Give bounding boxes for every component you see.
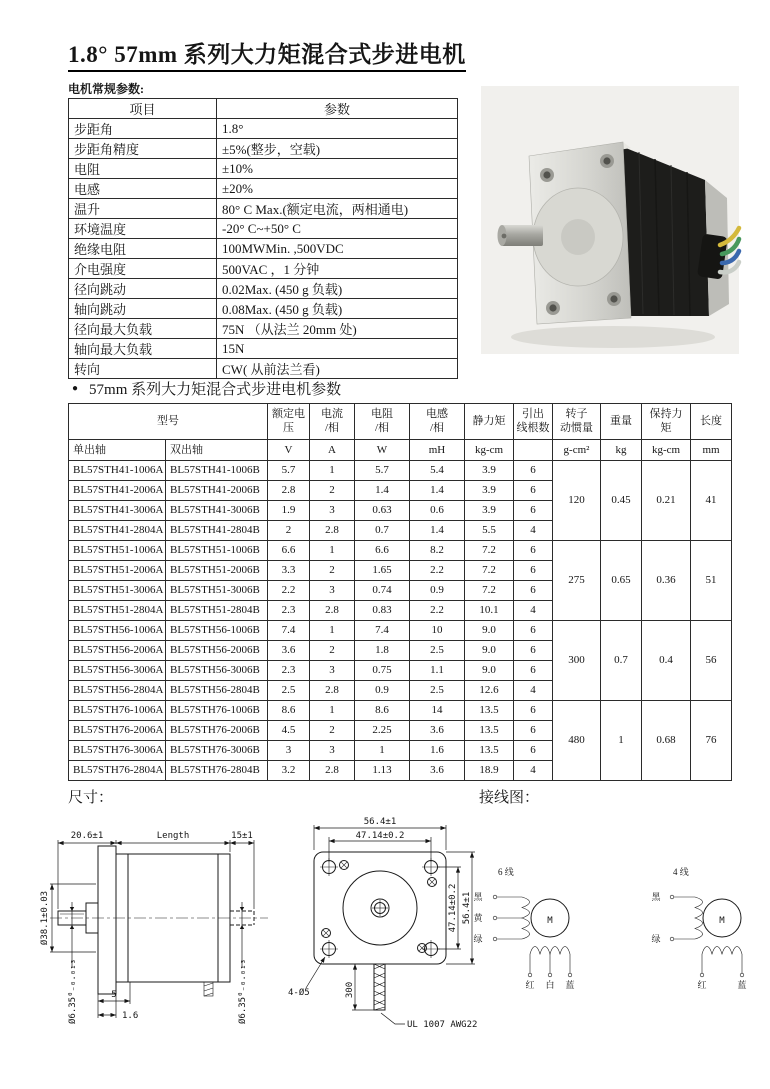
spec-value-cell: 1.4 xyxy=(410,480,465,500)
spec-column-header: 保持力 矩 xyxy=(642,404,691,440)
model-double-shaft-cell: BL57STH51-2006B xyxy=(166,560,268,580)
six-wire-label-3: 绿 xyxy=(473,934,483,944)
spec-unit-cell: mH xyxy=(410,439,465,460)
six-wire-label-1: 黑 xyxy=(473,892,483,902)
rotor-inertia-cell: 480 xyxy=(553,700,601,780)
param-value-cell: ±5%(整步，空载) xyxy=(217,139,458,159)
spec-value-cell: 6 xyxy=(514,740,553,760)
spec-value-cell: 3.9 xyxy=(465,480,514,500)
spec-value-cell: 2 xyxy=(268,520,310,540)
spec-value-cell: 2 xyxy=(310,720,355,740)
spec-value-cell: 2.3 xyxy=(268,660,310,680)
four-wire-label-2: 绿 xyxy=(651,934,661,944)
side-view-drawing xyxy=(38,816,286,1028)
spec-column-header: 电感 /相 xyxy=(410,404,465,440)
general-header-row xyxy=(69,99,458,119)
spec-value-cell: 6 xyxy=(514,500,553,520)
wire-spec-label: UL 1007 AWG22 xyxy=(407,1020,478,1030)
model-single-shaft-cell: BL57STH76-1006A xyxy=(69,700,166,720)
spec-value-cell: 12.6 xyxy=(465,680,514,700)
dim-label-rear-shaft-length: 15±1 xyxy=(231,831,253,841)
six-wire-diagram xyxy=(473,866,574,990)
spec-value-cell: 13.5 xyxy=(465,720,514,740)
model-single-shaft-cell: BL57STH56-3006A xyxy=(69,660,166,680)
dim-label-hole-spacing-vertical: 47.14±0.2 xyxy=(448,883,458,933)
spec-value-cell: 6 xyxy=(514,720,553,740)
spec-unit-cell: kg-cm xyxy=(642,439,691,460)
spec-value-cell: 10.1 xyxy=(465,600,514,620)
spec-value-cell: 1.8 xyxy=(355,640,410,660)
spec-column-header: 静力矩 xyxy=(465,404,514,440)
model-double-shaft-cell: BL57STH41-2006B xyxy=(166,480,268,500)
general-param-row xyxy=(69,239,458,259)
model-double-shaft-cell: BL57STH56-2006B xyxy=(166,640,268,660)
phase-a-coil xyxy=(522,897,530,939)
general-param-row xyxy=(69,159,458,179)
weight-cell: 0.65 xyxy=(601,540,642,620)
screw-heads xyxy=(322,861,437,953)
spec-value-cell: 2.2 xyxy=(410,600,465,620)
param-value-cell: 0.02Max. (450 g 负载) xyxy=(217,279,458,299)
model-single-shaft-cell: BL57STH51-1006A xyxy=(69,540,166,560)
model-double-shaft-cell: BL57STH56-3006B xyxy=(166,660,268,680)
param-value-cell: 0.08Max. (450 g 负载) xyxy=(217,299,458,319)
spec-value-cell: 10 xyxy=(410,620,465,640)
general-column-header: 参数 xyxy=(217,99,458,119)
spec-unit-cell: kg xyxy=(601,439,642,460)
spec-value-cell: 0.83 xyxy=(355,600,410,620)
four-wire-label-1: 黑 xyxy=(651,892,661,902)
model-single-shaft-cell: BL57STH51-3006A xyxy=(69,580,166,600)
spec-value-cell: 3 xyxy=(268,740,310,760)
spec-value-cell: 7.2 xyxy=(465,540,514,560)
general-params-heading: 电机常规参数: xyxy=(68,82,144,96)
spec-subheader: 双出轴 xyxy=(166,439,268,460)
spec-value-cell: 0.7 xyxy=(355,520,410,540)
general-param-row xyxy=(69,339,458,359)
holding-torque-cell: 0.4 xyxy=(642,620,691,700)
spec-value-cell: 2.8 xyxy=(268,480,310,500)
param-name-cell: 环境温度 xyxy=(69,219,217,239)
spec-value-cell: 2.25 xyxy=(355,720,410,740)
param-name-cell: 转向 xyxy=(69,359,217,379)
spec-value-cell: 4 xyxy=(514,520,553,540)
spec-value-cell: 6 xyxy=(514,620,553,640)
spec-value-cell: 2.3 xyxy=(268,600,310,620)
spec-value-cell: 2.5 xyxy=(410,680,465,700)
dim-label-front-length: 20.6±1 xyxy=(70,831,104,841)
dim-label-outer-height: 56.4±1 xyxy=(462,891,472,925)
spec-value-cell: 8.6 xyxy=(268,700,310,720)
spec-value-cell: 1 xyxy=(310,460,355,480)
motor-photo-image xyxy=(481,86,739,354)
wire-bundle xyxy=(374,964,385,1010)
dim-label-boss-depth: 5 xyxy=(111,990,117,1000)
model-single-shaft-cell: BL57STH51-2804A xyxy=(69,600,166,620)
model-single-shaft-cell: BL57STH56-1006A xyxy=(69,620,166,640)
spec-unit-cell xyxy=(514,439,553,460)
four-wire-bottom-label-2: 蓝 xyxy=(737,980,747,990)
spec-value-cell: 7.2 xyxy=(465,580,514,600)
spec-value-cell: 6 xyxy=(514,640,553,660)
spec-unit-cell: V xyxy=(268,439,310,460)
spec-value-cell: 1.13 xyxy=(355,760,410,780)
spec-header-row xyxy=(69,404,732,440)
motor-shaft xyxy=(501,225,543,246)
spec-column-header: 引出 线根数 xyxy=(514,404,553,440)
param-value-cell: 75N （从法兰 20mm 处) xyxy=(217,319,458,339)
spec-value-cell: 0.74 xyxy=(355,580,410,600)
wiring-diagram xyxy=(470,842,768,1017)
spec-unit-cell: W xyxy=(355,439,410,460)
spec-value-cell: 0.9 xyxy=(410,580,465,600)
model-single-shaft-cell: BL57STH76-3006A xyxy=(69,740,166,760)
dim-label-pilot-diameter: Ø38.1±0.03 xyxy=(40,890,50,946)
general-param-row xyxy=(69,179,458,199)
length-cell: 56 xyxy=(691,620,732,700)
spec-value-cell: 2.5 xyxy=(268,680,310,700)
spec-column-header: 电阻 /相 xyxy=(355,404,410,440)
model-double-shaft-cell: BL57STH51-2804B xyxy=(166,600,268,620)
spec-value-cell: 6 xyxy=(514,480,553,500)
param-value-cell: ±10% xyxy=(217,159,458,179)
spec-value-cell: 3.6 xyxy=(410,760,465,780)
model-double-shaft-cell: BL57STH76-2804B xyxy=(166,760,268,780)
spec-value-cell: 1 xyxy=(310,700,355,720)
spec-value-cell: 1.65 xyxy=(355,560,410,580)
param-value-cell: ±20% xyxy=(217,179,458,199)
spec-value-cell: 4 xyxy=(514,760,553,780)
spec-data-row xyxy=(69,620,732,640)
spec-value-cell: 1.4 xyxy=(355,480,410,500)
holding-torque-cell: 0.36 xyxy=(642,540,691,620)
dim-label-hole-spacing-horizontal: 47.14±0.2 xyxy=(355,831,405,841)
spec-section-heading xyxy=(72,378,341,399)
param-value-cell: CW( 从前法兰看) xyxy=(217,359,458,379)
model-double-shaft-cell: BL57STH41-2804B xyxy=(166,520,268,540)
param-value-cell: 80° C Max.(额定电流，两相通电) xyxy=(217,199,458,219)
spec-value-cell: 5.4 xyxy=(410,460,465,480)
spec-value-cell: 3.9 xyxy=(465,460,514,480)
spec-value-cell: 18.9 xyxy=(465,760,514,780)
spec-value-cell: 3 xyxy=(310,660,355,680)
bullet-icon: ● xyxy=(72,382,79,394)
spec-value-cell: 4 xyxy=(514,600,553,620)
page-title: 1.8° 57mm 系列大力矩混合式步进电机 xyxy=(68,36,466,72)
spec-value-cell: 2.8 xyxy=(310,680,355,700)
spec-value-cell: 6.6 xyxy=(268,540,310,560)
param-value-cell: 500VAC ，1 分钟 xyxy=(217,259,458,279)
motor-symbol-letter: M xyxy=(719,916,725,926)
spec-value-cell: 6 xyxy=(514,660,553,680)
dimensions-heading: 尺寸： xyxy=(68,790,114,806)
spec-value-cell: 2.2 xyxy=(410,560,465,580)
motor-symbol-letter: M xyxy=(547,916,553,926)
phase-b-coil xyxy=(702,947,742,955)
param-value-cell: -20° C~+50° C xyxy=(217,219,458,239)
spec-value-cell: 2 xyxy=(310,480,355,500)
param-name-cell: 介电强度 xyxy=(69,259,217,279)
model-double-shaft-cell: BL57STH51-1006B xyxy=(166,540,268,560)
model-single-shaft-cell: BL57STH56-2804A xyxy=(69,680,166,700)
phase-b-coil xyxy=(530,947,570,955)
six-wire-bottom-label-3: 蓝 xyxy=(565,980,575,990)
holding-torque-cell: 0.68 xyxy=(642,700,691,780)
rotor-inertia-cell: 120 xyxy=(553,460,601,540)
spec-value-cell: 1 xyxy=(310,620,355,640)
spec-value-cell: 3 xyxy=(310,740,355,760)
length-cell: 51 xyxy=(691,540,732,620)
six-wire-title: 6 线 xyxy=(498,867,514,877)
rotor-inertia-cell: 275 xyxy=(553,540,601,620)
spec-value-cell: 2.5 xyxy=(410,640,465,660)
spec-value-cell: 1 xyxy=(310,540,355,560)
general-param-row xyxy=(69,119,458,139)
spec-value-cell: 2 xyxy=(310,640,355,660)
four-wire-diagram xyxy=(651,866,746,990)
spec-value-cell: 6.6 xyxy=(355,540,410,560)
param-name-cell: 步距角精度 xyxy=(69,139,217,159)
spec-value-cell: 1.1 xyxy=(410,660,465,680)
spec-value-cell: 13.5 xyxy=(465,700,514,720)
weight-cell: 1 xyxy=(601,700,642,780)
spec-section-title: 57mm 系列大力矩混合式步进电机参数 xyxy=(89,382,342,398)
general-param-row xyxy=(69,219,458,239)
spec-value-cell: 14 xyxy=(410,700,465,720)
model-single-shaft-cell: BL57STH76-2006A xyxy=(69,720,166,740)
spec-data-row xyxy=(69,460,732,480)
spec-value-cell: 3 xyxy=(310,580,355,600)
model-double-shaft-cell: BL57STH41-1006B xyxy=(166,460,268,480)
holding-torque-cell: 0.21 xyxy=(642,460,691,540)
spec-value-cell: 1.4 xyxy=(410,520,465,540)
spec-value-cell: 8.6 xyxy=(355,700,410,720)
spec-data-row xyxy=(69,540,732,560)
dim-label-shaft-diameter-rear: Ø6.35⁰₋₀.₀₁₃ xyxy=(238,958,248,1024)
model-single-shaft-cell: BL57STH56-2006A xyxy=(69,640,166,660)
spec-value-cell: 5.7 xyxy=(355,460,410,480)
spec-unit-cell: kg-cm xyxy=(465,439,514,460)
model-double-shaft-cell: BL57STH76-1006B xyxy=(166,700,268,720)
dim-label-wire-length: 300 xyxy=(345,981,355,999)
spec-value-cell: 6 xyxy=(514,540,553,560)
model-single-shaft-cell: BL57STH41-2006A xyxy=(69,480,166,500)
spec-value-cell: 7.4 xyxy=(355,620,410,640)
spec-units-row xyxy=(69,439,732,460)
spec-column-header: 额定电 压 xyxy=(268,404,310,440)
six-wire-label-2: 黄 xyxy=(473,913,483,923)
spec-value-cell: 3.6 xyxy=(268,640,310,660)
front-view-drawing xyxy=(282,814,482,1039)
spec-value-cell: 0.63 xyxy=(355,500,410,520)
spec-value-cell: 2.8 xyxy=(310,600,355,620)
general-param-row xyxy=(69,139,458,159)
spec-value-cell: 3.9 xyxy=(465,500,514,520)
model-single-shaft-cell: BL57STH41-3006A xyxy=(69,500,166,520)
spec-value-cell: 13.5 xyxy=(465,740,514,760)
spec-value-cell: 2 xyxy=(310,560,355,580)
phase-a-coil xyxy=(695,897,703,939)
spec-value-cell: 6 xyxy=(514,460,553,480)
spec-value-cell: 0.6 xyxy=(410,500,465,520)
spec-unit-cell: g-cm² xyxy=(553,439,601,460)
model-double-shaft-cell: BL57STH76-2006B xyxy=(166,720,268,740)
motor-photo xyxy=(481,86,739,354)
spec-value-cell: 2.8 xyxy=(310,760,355,780)
spec-value-cell: 9.0 xyxy=(465,660,514,680)
four-wire-title: 4 线 xyxy=(673,867,689,877)
param-value-cell: 1.8° xyxy=(217,119,458,139)
general-param-row xyxy=(69,259,458,279)
six-wire-bottom-label-2: 白 xyxy=(545,980,555,990)
spec-value-cell: 0.9 xyxy=(355,680,410,700)
general-param-row xyxy=(69,199,458,219)
general-params-table xyxy=(68,98,458,379)
spec-table xyxy=(68,403,732,781)
spec-value-cell: 7.2 xyxy=(465,560,514,580)
spec-header-model: 型号 xyxy=(69,404,268,440)
param-name-cell: 轴向跳动 xyxy=(69,299,217,319)
spec-column-header: 转子 动惯量 xyxy=(553,404,601,440)
dim-label-outer-width: 56.4±1 xyxy=(363,817,397,827)
spec-value-cell: 3.6 xyxy=(410,720,465,740)
length-cell: 76 xyxy=(691,700,732,780)
spec-value-cell: 9.0 xyxy=(465,620,514,640)
dim-label-plate-step: 1.6 xyxy=(122,1011,139,1021)
general-param-row xyxy=(69,279,458,299)
model-double-shaft-cell: BL57STH41-3006B xyxy=(166,500,268,520)
param-name-cell: 轴向最大负载 xyxy=(69,339,217,359)
spec-value-cell: 5.5 xyxy=(465,520,514,540)
four-wire-bottom-label-1: 红 xyxy=(697,980,707,990)
front-flange-plate xyxy=(98,846,116,994)
spec-value-cell: 3 xyxy=(310,500,355,520)
general-column-header: 项目 xyxy=(69,99,217,119)
dim-label-body-length: Length xyxy=(156,831,190,841)
model-single-shaft-cell: BL57STH51-2006A xyxy=(69,560,166,580)
spec-unit-cell: mm xyxy=(691,439,732,460)
length-cell: 41 xyxy=(691,460,732,540)
param-name-cell: 温升 xyxy=(69,199,217,219)
spec-value-cell: 0.75 xyxy=(355,660,410,680)
spec-value-cell: 5.7 xyxy=(268,460,310,480)
param-name-cell: 电感 xyxy=(69,179,217,199)
dim-label-shaft-diameter-front: Ø6.35⁰₋₀.₀₁₃ xyxy=(68,958,78,1024)
param-value-cell: 100MWMin. ,500VDC xyxy=(217,239,458,259)
six-wire-bottom-label-1: 红 xyxy=(525,980,535,990)
spec-column-header: 重量 xyxy=(601,404,642,440)
general-param-row xyxy=(69,299,458,319)
spec-value-cell: 3.2 xyxy=(268,760,310,780)
spec-value-cell: 4.5 xyxy=(268,720,310,740)
spec-value-cell: 6 xyxy=(514,560,553,580)
model-double-shaft-cell: BL57STH76-3006B xyxy=(166,740,268,760)
model-single-shaft-cell: BL57STH41-1006A xyxy=(69,460,166,480)
model-single-shaft-cell: BL57STH41-2804A xyxy=(69,520,166,540)
spec-value-cell: 1.6 xyxy=(410,740,465,760)
param-name-cell: 步距角 xyxy=(69,119,217,139)
wiring-heading: 接线图： xyxy=(479,790,540,806)
spec-data-row xyxy=(69,700,732,720)
spec-value-cell: 2.2 xyxy=(268,580,310,600)
param-value-cell: 15N xyxy=(217,339,458,359)
dim-label-mount-holes: 4-Ø5 xyxy=(288,988,310,998)
weight-cell: 0.7 xyxy=(601,620,642,700)
spec-value-cell: 6 xyxy=(514,700,553,720)
spec-value-cell: 1 xyxy=(355,740,410,760)
model-double-shaft-cell: BL57STH56-1006B xyxy=(166,620,268,640)
spec-column-header: 电流 /相 xyxy=(310,404,355,440)
spec-value-cell: 2.8 xyxy=(310,520,355,540)
spec-column-header: 长度 xyxy=(691,404,732,440)
param-name-cell: 电阻 xyxy=(69,159,217,179)
spec-unit-cell: A xyxy=(310,439,355,460)
param-name-cell: 径向跳动 xyxy=(69,279,217,299)
param-name-cell: 绝缘电阻 xyxy=(69,239,217,259)
general-param-row xyxy=(69,319,458,339)
model-double-shaft-cell: BL57STH51-3006B xyxy=(166,580,268,600)
spec-value-cell: 9.0 xyxy=(465,640,514,660)
spec-value-cell: 3.3 xyxy=(268,560,310,580)
general-param-row xyxy=(69,359,458,379)
spec-value-cell: 8.2 xyxy=(410,540,465,560)
spec-value-cell: 7.4 xyxy=(268,620,310,640)
spec-value-cell: 6 xyxy=(514,580,553,600)
weight-cell: 0.45 xyxy=(601,460,642,540)
spec-value-cell: 1.9 xyxy=(268,500,310,520)
param-name-cell: 径向最大负载 xyxy=(69,319,217,339)
model-single-shaft-cell: BL57STH76-2804A xyxy=(69,760,166,780)
spec-value-cell: 4 xyxy=(514,680,553,700)
wire-exit-stub xyxy=(204,982,213,996)
spec-subheader: 单出轴 xyxy=(69,439,166,460)
model-double-shaft-cell: BL57STH56-2804B xyxy=(166,680,268,700)
rotor-inertia-cell: 300 xyxy=(553,620,601,700)
